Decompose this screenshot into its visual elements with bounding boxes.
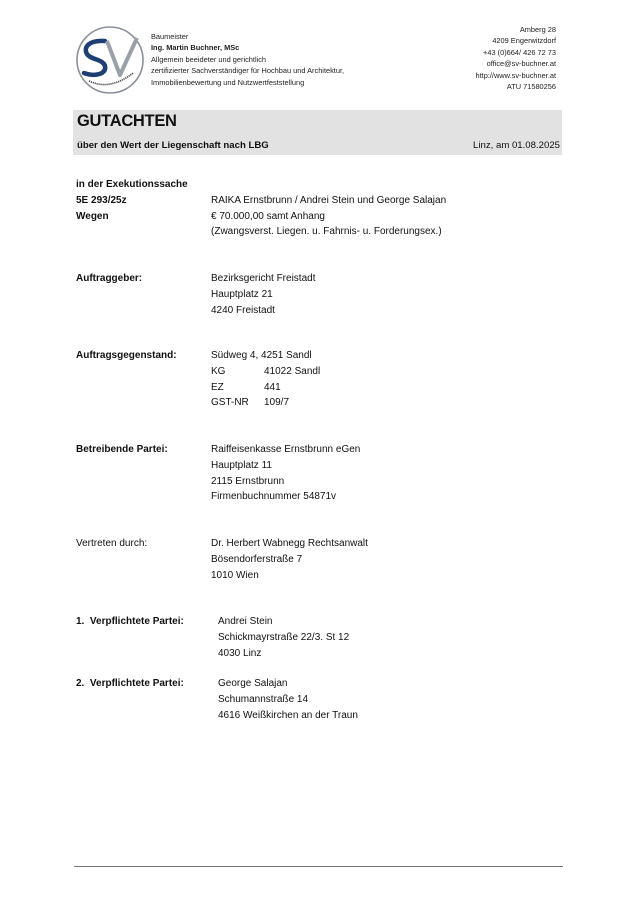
kg-row	[211, 364, 320, 380]
case-parties: RAIKA Ernstbrunn / Andrei Stein und George Salajan	[211, 194, 447, 206]
expert-desc-3: Immobilienbewertung und Nutzwertfeststellung	[151, 77, 305, 87]
gst-row	[211, 395, 289, 411]
verpflichtete-2-line-3: 4616 Weißkirchen an der Traun	[218, 709, 358, 721]
document-date: Linz, am 01.08.2025	[473, 140, 560, 151]
verpflichtete-2-line-2: Schumannstraße 14	[218, 693, 309, 705]
contact-phone: +43 (0)664/ 426 72 73	[483, 47, 556, 57]
expert-name: Ing. Martin Buchner, MSc	[151, 43, 240, 53]
betreibende-line-2: Hauptplatz 11	[211, 459, 272, 471]
contact-website: http://www.sv-buchner.at	[475, 70, 556, 80]
verpflichtete-1-line-3: 4030 Linz	[218, 647, 262, 659]
contact-city: 4209 Engerwitzdorf	[492, 36, 556, 46]
gst-label: GST-NR	[211, 397, 249, 409]
expert-desc-2: zertifizierter Sachverständiger für Hochbau und Architektur,	[151, 66, 345, 76]
kg-label: KG	[211, 365, 226, 377]
contact-email: office@sv-buchner.at	[486, 59, 556, 69]
auftraggeber-label: Auftraggeber:	[76, 273, 143, 284]
footer-divider	[74, 866, 563, 867]
betreibende-line-3: 2115 Ernstbrunn	[211, 475, 285, 487]
verpflichtete-2-line-1: George Salajan	[218, 678, 288, 689]
contact-info	[475, 24, 556, 92]
contact-street: Amberg 28	[519, 25, 556, 34]
expert-title: Baumeister	[151, 32, 189, 41]
kg-value: 41022 Sandl	[264, 365, 321, 377]
page-subtitle: über den Wert der Liegenschaft nach LBG	[77, 140, 269, 151]
wegen-detail: (Zwangsverst. Liegen. u. Fahrnis- u. Forderungsex.)	[211, 226, 442, 238]
vertreten-line-3: 1010 Wien	[211, 569, 259, 581]
wegen-amount: € 70.000,00 samt Anhang	[211, 210, 325, 222]
betreibende-line-4: Firmenbuchnummer 54871v	[211, 491, 337, 503]
betreibende-partei-label: Betreibende Partei:	[76, 444, 168, 455]
property-address: Südweg 4, 4251 Sandl	[211, 350, 312, 361]
auftraggeber-line-1: Bezirksgericht Freistadt	[211, 273, 316, 284]
verpflichtete-1-label: 1. Verpflichtete Partei:	[76, 616, 184, 627]
betreibende-line-1: Raiffeisenkasse Ernstbrunn eGen	[211, 444, 361, 455]
auftraggeber-line-2: Hauptplatz 21	[211, 288, 273, 300]
verpflichtete-1-line-1: Andrei Stein	[218, 616, 273, 627]
company-logo	[75, 25, 145, 95]
gst-value: 109/7	[264, 397, 290, 409]
ez-value: 441	[264, 381, 281, 393]
auftraggeber-line-3: 4240 Freistadt	[211, 304, 275, 316]
verpflichtete-2-label: 2. Verpflichtete Partei:	[76, 678, 184, 689]
vertreten-line-2: Bösendorferstraße 7	[211, 553, 303, 565]
contact-vat: ATU 71580256	[506, 82, 556, 92]
verpflichtete-1-line-2: Schickmayrstraße 22/3. St 12	[218, 631, 350, 643]
case-number: 5E 293/25z	[76, 194, 127, 206]
expert-info	[151, 31, 344, 88]
auftragsgegenstand-label: Auftragsgegenstand:	[76, 350, 177, 361]
wegen-label: Wegen	[76, 210, 109, 222]
expert-desc-1: Allgemein beeideter und gerichtlich	[151, 54, 267, 64]
page-title: GUTACHTEN	[77, 112, 177, 130]
vertreten-line-1: Dr. Herbert Wabnegg Rechtsanwalt	[211, 538, 368, 549]
ez-row	[211, 380, 281, 396]
vertreten-durch-label: Vertreten durch:	[76, 538, 148, 549]
case-heading: in der Exekutionssache	[76, 179, 188, 190]
ez-label: EZ	[211, 381, 224, 393]
